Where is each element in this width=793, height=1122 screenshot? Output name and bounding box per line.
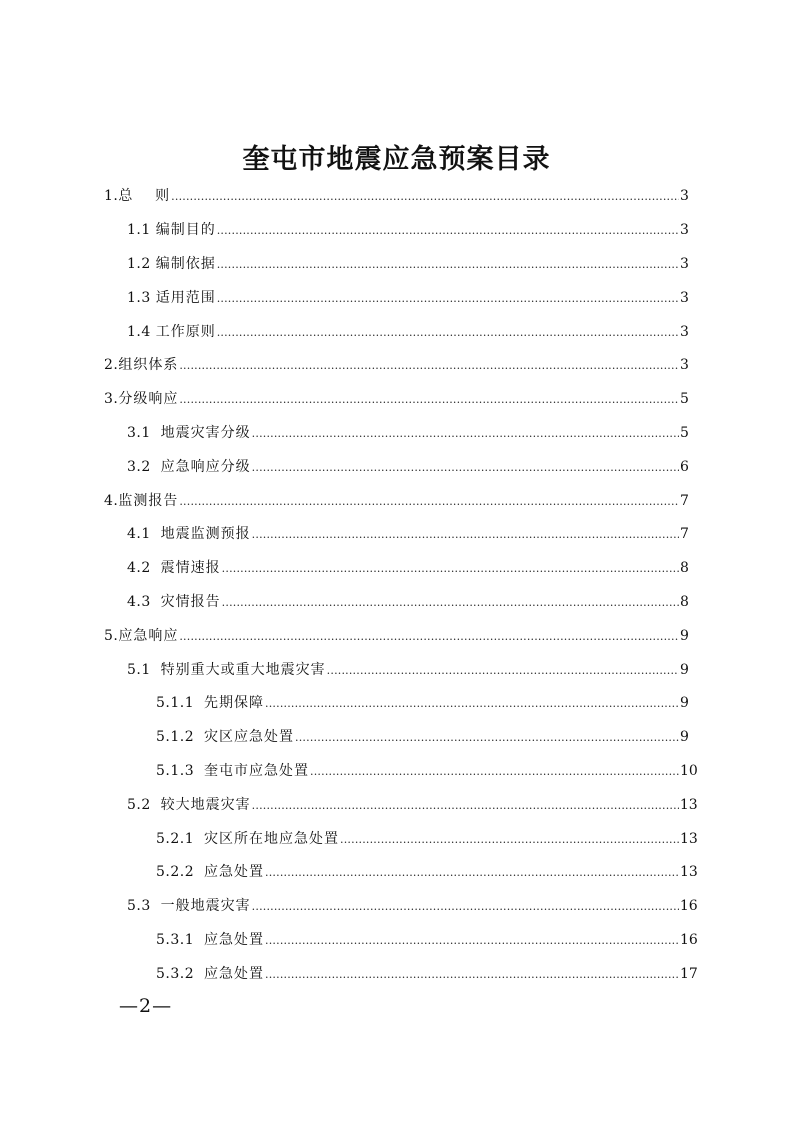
toc-entry-number: 4.2 xyxy=(127,560,161,577)
toc-leader-dots xyxy=(217,323,679,343)
toc-entry-label: 适用范围 xyxy=(155,289,216,306)
toc-entry-label: 特别重大或重大地震灾害 xyxy=(160,661,326,678)
toc-leader-dots xyxy=(340,830,679,850)
toc-entry-label: 工作原则 xyxy=(155,323,216,340)
toc-leader-dots xyxy=(222,559,679,579)
toc-entry-4-2[interactable] xyxy=(0,552,793,586)
toc-entry-5-2-2[interactable] xyxy=(0,856,793,890)
toc-entry-label: 编制依据 xyxy=(155,255,216,272)
toc-entry-5-2-1[interactable] xyxy=(0,822,793,856)
toc-entry-5-3-1[interactable] xyxy=(0,924,793,958)
toc-entry-label: 奎屯市应急处置 xyxy=(204,762,310,779)
toc-entry-number: 5.3.1 xyxy=(156,931,205,948)
toc-entry-1-3[interactable] xyxy=(0,281,793,315)
toc-entry-2[interactable] xyxy=(0,349,793,383)
toc-entry-page: 9 xyxy=(680,661,689,678)
toc-leader-dots xyxy=(265,965,679,985)
toc-entry-label: 灾区应急处置 xyxy=(204,729,295,746)
toc-entry-number: 5.1.2 xyxy=(156,729,205,746)
toc-entry-number: 5.2.2 xyxy=(156,864,205,881)
toc-entry-page: 10 xyxy=(680,762,698,779)
toc-entry-number: 5.1 xyxy=(127,661,161,678)
toc-entry-page: 5 xyxy=(680,391,689,408)
toc-entry-1[interactable] xyxy=(0,180,793,214)
toc-entry-3[interactable] xyxy=(0,383,793,417)
toc-leader-dots xyxy=(252,897,679,917)
toc-leader-dots xyxy=(179,356,679,376)
toc-entry-label: 应急响应分级 xyxy=(160,458,251,475)
toc-entry-page: 3 xyxy=(680,323,689,340)
toc-entry-number: 5.3 xyxy=(127,898,161,915)
toc-entry-label: 一般地震灾害 xyxy=(160,898,251,915)
toc-entry-number: 1.4 xyxy=(127,323,156,340)
toc-entry-4-1[interactable] xyxy=(0,518,793,552)
toc-leader-dots xyxy=(179,492,679,512)
toc-entry-page: 13 xyxy=(680,864,698,881)
toc-entry-number: 5.3.2 xyxy=(156,965,205,982)
toc-entry-label: 应急处置 xyxy=(204,931,265,948)
toc-entry-5-1-1[interactable] xyxy=(0,687,793,721)
toc-leader-dots xyxy=(217,221,679,241)
document-title: 奎屯市地震应急预案目录 xyxy=(242,144,551,175)
toc-entry-5-3[interactable] xyxy=(0,890,793,924)
toc-entry-label: 组织体系 xyxy=(118,357,179,374)
toc-entry-number: 3. xyxy=(104,391,119,408)
toc-entry-number: 5.2 xyxy=(127,796,161,813)
toc-entry-page: 8 xyxy=(680,560,689,577)
toc-entry-page: 7 xyxy=(680,492,689,509)
toc-entry-number: 1. xyxy=(104,188,119,205)
toc-entry-label: 总 则 xyxy=(118,188,171,205)
toc-leader-dots xyxy=(179,627,679,647)
toc-entry-page: 16 xyxy=(679,898,698,915)
toc-entry-5-1-2[interactable] xyxy=(0,721,793,755)
toc-entry-5-3-2[interactable] xyxy=(0,957,793,991)
toc-entry-page: 8 xyxy=(680,593,689,610)
toc-entry-label: 震情速报 xyxy=(160,560,221,577)
toc-entry-label: 监测报告 xyxy=(118,492,179,509)
toc-entry-number: 5. xyxy=(104,627,119,644)
toc-leader-dots xyxy=(265,694,679,714)
toc-entry-page: 3 xyxy=(680,289,689,306)
toc-entry-number: 5.2.1 xyxy=(156,830,205,847)
toc-entry-number: 5.1.3 xyxy=(156,762,205,779)
toc-entry-1-1[interactable] xyxy=(0,214,793,248)
toc-entry-label: 编制目的 xyxy=(155,222,216,239)
toc-leader-dots xyxy=(252,458,679,478)
toc-entry-label: 地震灾害分级 xyxy=(160,424,251,441)
toc-entry-page: 6 xyxy=(680,458,689,475)
toc-entry-page: 17 xyxy=(680,965,698,982)
toc-leader-dots xyxy=(217,255,679,275)
toc-entry-page: 9 xyxy=(680,627,689,644)
toc-leader-dots xyxy=(265,863,679,883)
toc-entry-5[interactable] xyxy=(0,619,793,653)
toc-entry-number: 3.1 xyxy=(127,424,161,441)
toc-entry-4[interactable] xyxy=(0,484,793,518)
toc-entry-number: 3.2 xyxy=(127,458,161,475)
toc-entry-label: 先期保障 xyxy=(204,695,265,712)
toc-entry-5-1-3[interactable] xyxy=(0,755,793,789)
toc-entry-number: 4. xyxy=(104,492,119,509)
toc-entry-page: 7 xyxy=(680,526,689,543)
toc-leader-dots xyxy=(171,187,679,207)
toc-entry-1-4[interactable] xyxy=(0,315,793,349)
toc-entry-4-3[interactable] xyxy=(0,586,793,620)
toc-entry-number: 5.1.1 xyxy=(156,695,205,712)
toc-entry-page: 3 xyxy=(680,357,689,374)
toc-entry-page: 13 xyxy=(680,830,698,847)
toc-entry-label: 灾情报告 xyxy=(160,593,221,610)
toc-leader-dots xyxy=(295,728,679,748)
toc-leader-dots xyxy=(252,796,679,816)
toc-entry-number: 4.1 xyxy=(127,526,161,543)
toc-entry-page: 9 xyxy=(680,695,689,712)
toc-entry-page: 3 xyxy=(680,255,689,272)
toc-entry-3-2[interactable] xyxy=(0,450,793,484)
toc-leader-dots xyxy=(222,593,679,613)
toc-leader-dots xyxy=(310,762,679,782)
toc-entry-3-1[interactable] xyxy=(0,417,793,451)
toc-entry-label: 分级响应 xyxy=(118,391,179,408)
toc-entry-number: 1.3 xyxy=(127,289,156,306)
toc-entry-page: 3 xyxy=(680,222,689,239)
toc-leader-dots xyxy=(327,661,679,681)
toc-entry-1-2[interactable] xyxy=(0,248,793,282)
toc-entry-number: 4.3 xyxy=(127,593,161,610)
toc-entry-label: 较大地震灾害 xyxy=(160,796,251,813)
toc-entry-5-2[interactable] xyxy=(0,788,793,822)
toc-leader-dots xyxy=(265,931,679,951)
toc-entry-page: 13 xyxy=(679,796,698,813)
toc-entry-label: 应急处置 xyxy=(204,965,265,982)
toc-entry-number: 1.2 xyxy=(127,255,156,272)
toc-entry-page: 3 xyxy=(680,188,689,205)
toc-leader-dots xyxy=(179,390,679,410)
toc-entry-label: 灾区所在地应急处置 xyxy=(204,830,340,847)
toc-entry-label: 地震监测预报 xyxy=(160,526,251,543)
table-of-contents xyxy=(0,180,793,991)
toc-entry-page: 16 xyxy=(680,931,698,948)
toc-entry-label: 应急响应 xyxy=(118,627,179,644)
toc-entry-label: 应急处置 xyxy=(204,864,265,881)
toc-entry-5-1[interactable] xyxy=(0,653,793,687)
toc-leader-dots xyxy=(252,525,679,545)
toc-leader-dots xyxy=(217,289,679,309)
page-number: —2— xyxy=(119,995,173,1017)
toc-entry-number: 1.1 xyxy=(127,222,156,239)
toc-entry-number: 2. xyxy=(104,357,119,374)
toc-entry-page: 9 xyxy=(680,729,689,746)
toc-entry-page: 5 xyxy=(680,424,689,441)
toc-leader-dots xyxy=(252,424,679,444)
